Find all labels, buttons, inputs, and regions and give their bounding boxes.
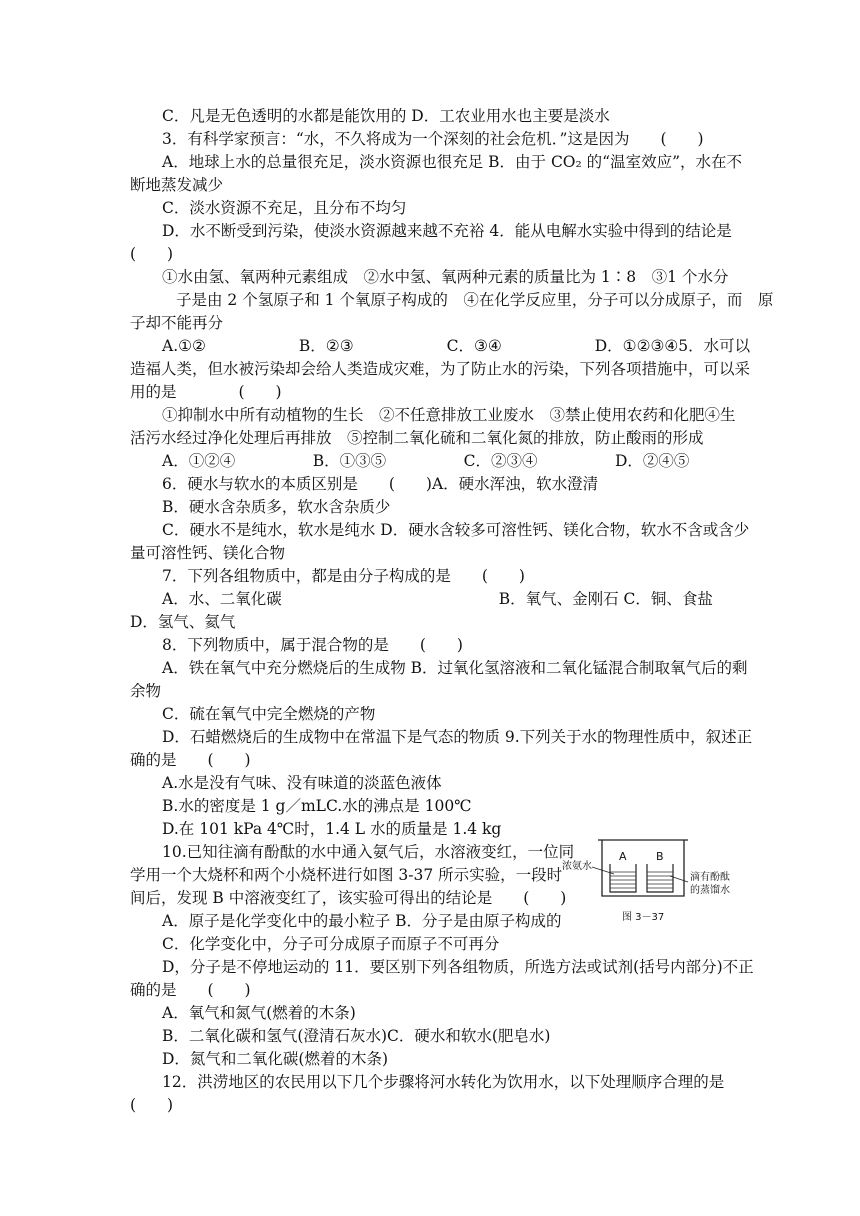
text-line: 学用一个大烧杯和两个小烧杯进行如图 3-37 所示实验，一段时 [130, 866, 563, 884]
text-line: 确的是 ( ) [130, 751, 251, 769]
text-line: D．氢气、氦气 [130, 613, 236, 631]
text-line: 8．下列物质中，属于混合物的是 ( ) [162, 636, 463, 654]
text-line: ( ) [130, 1096, 174, 1114]
text-line: C．化学变化中，分子可分成原子而原子不可再分 [162, 935, 500, 953]
text-line: 造福人类，但水被污染却会给人类造成灾难，为了防止水的污染，下列各项措施中，可以采 [130, 360, 751, 378]
text-line: A.水是没有气味、没有味道的淡蓝色液体 [162, 774, 442, 792]
text-line: B．硬水含杂质多，软水含杂质少 [162, 498, 391, 516]
text-line: C．硬水不是纯水，软水是纯水 D．硬水含较多可溶性钙、镁化合物，软水不含或含少 [162, 521, 750, 539]
text-line: 3．有科学家预言：“水，不久将成为一个深刻的社会危机．”这是因为 ( ) [162, 130, 704, 148]
label-a: A [619, 850, 627, 863]
text-line: D．水不断受到污染，使淡水资源越来越不充裕 4．能从电解水实验中得到的结论是 [162, 222, 732, 240]
text-line: A.①② B．②③ C．③④ D．①②③④5．水可以 [162, 337, 751, 355]
text-line: D.在 101 kPa 4℃时，1.4 L 水的质量是 1.4 kg [162, 820, 502, 838]
text-line: 间后，发现 B 中溶液变红了，该实验可得出的结论是 ( ) [130, 889, 567, 907]
text-line: 量可溶性钙、镁化合物 [130, 544, 286, 562]
label-ammonia: 浓氨水 [562, 861, 592, 872]
beaker-figure [562, 838, 752, 928]
text-line: ①抑制水中所有动植物的生长 ②不任意排放工业废水 ③禁止使用农药和化肥④生 [162, 406, 736, 424]
text-line: 子却不能再分 [130, 314, 224, 332]
label-phenolphthalein-1: 滴有酚酞 [690, 872, 730, 883]
text-line: C．凡是无色透明的水都是能饮用的 D．工农业用水也主要是淡水 [162, 107, 610, 125]
label-phenolphthalein-2: 的蒸馏水 [690, 885, 730, 896]
text-line: 子是由 2 个氢原子和 1 个氧原子构成的 ④在化学反应里，分子可以分成原子，而 原 [176, 291, 774, 309]
text-line: ①水由氢、氧两种元素组成 ②水中氢、氧两种元素的质量比为 1∶8 ③1 个水分 [162, 268, 729, 286]
text-line: A．铁在氧气中充分燃烧后的生成物 B．过氧化氢溶液和二氧化锰混合制取氧气后的剩 [162, 659, 748, 677]
large-beaker [602, 840, 684, 896]
text-line: 余物 [130, 682, 162, 700]
text-line: C．硫在氧气中完全燃烧的产物 [162, 705, 376, 723]
text-line: A．地球上水的总量很充足，淡水资源也很充足 B．由于 CO₂ 的“温室效应”，水在不 [162, 153, 742, 171]
text-line: C．淡水资源不充足，且分布不均匀 [162, 199, 407, 217]
text-line: 断地蒸发减少 [130, 176, 224, 194]
text-line: ( ) [130, 245, 174, 263]
beaker-diagram [562, 838, 752, 928]
text-line: D，分子是不停地运动的 11．要区别下列各组物质，所选方法或试剂(括号内部分)不正 [162, 958, 754, 976]
text-line: 12．洪涝地区的农民用以下几个步骤将河水转化为饮用水，以下处理顺序合理的是 [162, 1073, 725, 1091]
text-line: A．水、二氧化碳 B．氧气、金刚石 C．铜、食盐 [162, 590, 713, 608]
text-line: 活污水经过净化处理后再排放 ⑤控制二氧化硫和二氧化氮的排放，防止酸雨的形成 [130, 429, 704, 447]
liquid-b [647, 872, 673, 888]
text-line: 7．下列各组物质中，都是由分子构成的是 ( ) [162, 567, 525, 585]
pointer-line-left [592, 867, 614, 874]
text-line: B．二氧化碳和氢气(澄清石灰水)C．硬水和软水(肥皂水) [162, 1027, 551, 1045]
text-line: 10.已知往滴有酚酞的水中通入氨气后，水溶液变红，一位同 [162, 843, 575, 861]
text-line: 确的是 ( ) [130, 981, 251, 999]
text-line: 6．硬水与软水的本质区别是 ( )A．硬水浑浊，软水澄清 [162, 475, 599, 493]
text-line: A．原子是化学变化中的最小粒子 B．分子是由原子构成的 [162, 912, 562, 930]
text-line: 用的是 ( ) [130, 383, 282, 401]
text-line: D．氮气和二氧化碳(燃着的木条) [162, 1050, 389, 1068]
label-b: B [656, 850, 664, 863]
liquid-a [610, 872, 636, 888]
text-line: B.水的密度是 1 g／mLC.水的沸点是 100℃ [162, 797, 472, 815]
text-line: A．①②④ B．①③⑤ C．②③④ D．②④⑤ [162, 452, 690, 470]
figure-caption: 图 3－37 [622, 912, 665, 923]
text-line: A．氧气和氮气(燃着的木条) [162, 1004, 356, 1022]
text-line: D．石蜡燃烧后的生成物中在常温下是气态的物质 9.下列关于水的物理性质中，叙述正 [162, 728, 753, 746]
